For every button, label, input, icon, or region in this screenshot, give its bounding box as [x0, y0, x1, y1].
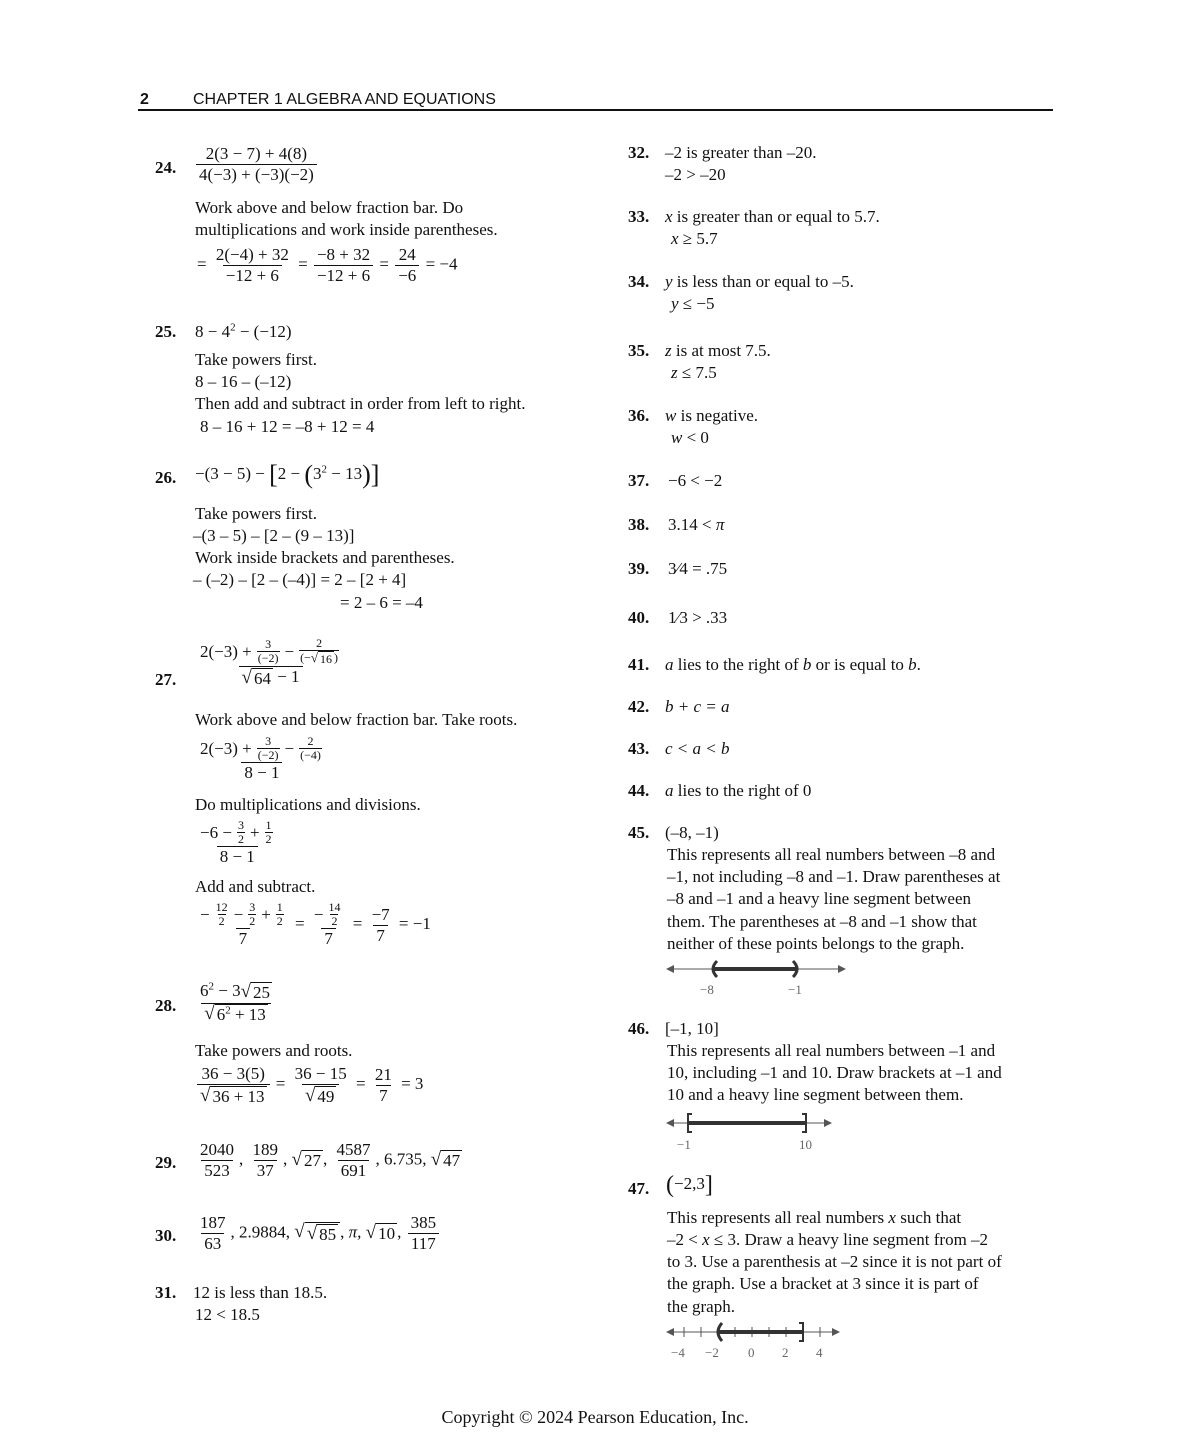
nl47-label-3: 0	[748, 1345, 755, 1360]
problem-45-number-line	[664, 958, 849, 1000]
problem-47-number: 47.	[628, 1179, 650, 1198]
problem-44-number: 44.	[628, 781, 650, 800]
problem-45-text-3: –8 and –1 and a heavy line segment between	[667, 889, 972, 908]
problem-33-text-1: x is greater than or equal to 5.7.	[665, 207, 880, 226]
problem-25-text-1: Take powers first.	[195, 350, 318, 369]
problem-35-text-2: z ≤ 7.5	[671, 363, 717, 382]
problem-39-text: 3⁄4 = .75	[668, 559, 728, 578]
problem-27-number: 27.	[155, 670, 177, 689]
problem-26-text-2: –(3 – 5) – [2 – (9 – 13)]	[193, 526, 355, 545]
problem-38-number: 38.	[628, 515, 650, 534]
nl45-label-left: −8	[700, 982, 714, 997]
problem-41-number: 41.	[628, 655, 650, 674]
problem-45-text-4: them. The parentheses at –8 and –1 show that	[667, 912, 977, 931]
fraction-numerator: 2(3 − 7) + 4(8)	[205, 144, 308, 163]
problem-37-number: 37.	[628, 471, 650, 490]
problem-40-number: 40.	[628, 608, 650, 627]
problem-35-text-1: z is at most 7.5.	[665, 341, 771, 360]
problem-27-text-3: Add and subtract.	[195, 877, 316, 896]
problem-42-text: b + c = a	[665, 697, 730, 716]
fraction-denominator: 4(−3) + (−3)(−2)	[196, 164, 317, 185]
problem-47-text-2: –2 < x ≤ 3. Draw a heavy line segment from –2	[667, 1230, 989, 1249]
problem-30-number: 30.	[155, 1226, 177, 1245]
problem-31-text-1: 12 is less than 18.5.	[193, 1283, 328, 1302]
nl47-label-2: −2	[705, 1345, 719, 1360]
problem-45-interval: (–8, –1)	[665, 823, 719, 842]
problem-25-expression: $8 - 4^2 - (-12)$	[195, 321, 292, 341]
problem-27-step-2: −6 − $\frac{3}{2}$ + $\frac{1}{2}$ 8 − 1	[200, 818, 272, 866]
problem-45-number: 45.	[628, 823, 650, 842]
problem-26-text-5: = 2 – 6 = –4	[340, 593, 423, 612]
problem-24-number: 24.	[155, 158, 177, 177]
problem-39-number: 39.	[628, 559, 650, 578]
problem-42-number: 42.	[628, 697, 650, 716]
problem-33-number: 33.	[628, 207, 650, 226]
nl47-label-4: 2	[782, 1345, 789, 1360]
problem-27-step-3: − $\frac{12}{2}$ − $\frac{3}{2}$ + $\frac{1}{2}$ 7 = − $\frac{14}{2}$ 7 = $\frac{-7}{7}$ = −1	[200, 900, 431, 948]
problem-47-number-line	[664, 1321, 844, 1363]
problem-24-text-2: multiplications and work inside parentheses.	[195, 220, 498, 239]
problem-47-text-4: the graph. Use a bracket at 3 since it is part of	[667, 1274, 979, 1293]
problem-45-text-2: –1, not including –8 and –1. Draw parentheses at	[667, 867, 1001, 886]
problem-47-text-3: to 3. Use a parenthesis at –2 since it is not part of	[667, 1252, 1002, 1271]
problem-29-number: 29.	[155, 1153, 177, 1172]
problem-27-expression: 2(−3) + $\frac{3}{(-2)}$ − 2 (− √ 16 ) √ 64 − 1	[200, 636, 339, 688]
problem-46-number: 46.	[628, 1019, 650, 1038]
problem-28-text-1: Take powers and roots.	[195, 1041, 353, 1060]
problem-31-number: 31.	[155, 1283, 177, 1302]
problem-28-expression: $6^2 - 3$ √ 25 √ $6^2 + 13$	[200, 980, 271, 1025]
problem-26-text-1: Take powers first.	[195, 504, 318, 523]
problem-44-text: a lies to the right of 0	[665, 781, 812, 800]
problem-28-number: 28.	[155, 996, 177, 1015]
problem-46-number-line	[664, 1111, 834, 1153]
problem-38-text: 3.14 < π	[668, 515, 725, 534]
copyright-footer: Copyright © 2024 Pearson Education, Inc.	[441, 1407, 749, 1427]
problem-45-text-5: neither of these points belongs to the graph.	[667, 934, 965, 953]
problem-30-expression: $\frac{187}{63}$ , 2.9884, √ √ 85 , π, √ 10 , $\frac{385}{117}$	[195, 1213, 441, 1254]
problem-47-interval: (−2,3]	[666, 1172, 713, 1199]
nl47-label-5: 4	[816, 1345, 823, 1360]
problem-29-expression: $\frac{2040}{523}$ , $\frac{189}{37}$ , √ 27 , $\frac{4587}{691}$ , 6.735, √ 47	[200, 1140, 461, 1180]
problem-46-text-2: 10, including –1 and 10. Draw brackets at –1 and	[667, 1063, 1002, 1082]
problem-24-steps: = $\frac{2(-4) + 32}{-12 + 6}$ = $\frac{-8 + 32}{-12 + 6}$ = $\frac{24}{-6}$ = −4	[197, 245, 458, 285]
problem-28-steps: 36 − 3(5) √ 36 + 13 = 36 − 15 √ 49 = $\frac{21}{7}$ = 3	[195, 1064, 423, 1107]
problem-25-number: 25.	[155, 322, 177, 341]
problem-46-text-3: 10 and a heavy line segment between them.	[667, 1085, 964, 1104]
problem-26-text-3: Work inside brackets and parentheses.	[195, 548, 455, 567]
problem-47-text-5: the graph.	[667, 1297, 735, 1316]
problem-46-interval: [–1, 10]	[665, 1019, 719, 1038]
problem-25-text-2: 8 – 16 – (–12)	[195, 372, 292, 391]
problem-36-text-2: w < 0	[671, 428, 709, 447]
problem-24-expression	[194, 144, 319, 185]
problem-26-number: 26.	[155, 468, 177, 487]
problem-32-text-1: –2 is greater than –20.	[665, 143, 817, 162]
nl47-label-1: −4	[671, 1345, 685, 1360]
problem-43-number: 43.	[628, 739, 650, 758]
problem-26-text-4: – (–2) – [2 – (–4)] = 2 – [2 + 4]	[193, 570, 407, 589]
problem-45-text-1: This represents all real numbers between –8 and	[667, 845, 996, 864]
problem-37-text: −6 < −2	[668, 471, 723, 490]
problem-34-text-1: y is less than or equal to –5.	[665, 272, 854, 291]
problem-43-text: c < a < b	[665, 739, 730, 758]
problem-25-text-4: 8 – 16 + 12 = –8 + 12 = 4	[200, 417, 375, 436]
chapter-title: CHAPTER 1 ALGEBRA AND EQUATIONS	[193, 91, 496, 108]
problem-36-text-1: w is negative.	[665, 406, 759, 425]
problem-32-text-2: –2 > –20	[665, 165, 726, 184]
problem-31-text-2: 12 < 18.5	[195, 1305, 260, 1324]
nl46-label-left: −1	[677, 1137, 691, 1152]
problem-35-number: 35.	[628, 341, 650, 360]
page-header	[138, 88, 1053, 111]
problem-33-text-2: x ≥ 5.7	[671, 229, 718, 248]
page-number: 2	[140, 91, 149, 108]
problem-40-text: 1⁄3 > .33	[668, 608, 728, 627]
nl46-label-right: 10	[799, 1137, 812, 1152]
problem-36-number: 36.	[628, 406, 650, 425]
nl45-label-right: −1	[788, 982, 802, 997]
problem-27-text-2: Do multiplications and divisions.	[195, 795, 421, 814]
problem-26-expression: $-(3 - 5) - [2 - (3^2 - 13)]$	[195, 460, 380, 490]
problem-27-step-1: 2(−3) + $\frac{3}{(-2)}$ − $\frac{2}{(-4)}$ 8 − 1	[200, 734, 321, 782]
problem-32-number: 32.	[628, 143, 650, 162]
problem-34-number: 34.	[628, 272, 650, 291]
problem-47-text-1: This represents all real numbers x such that	[667, 1208, 962, 1227]
problem-24-text-1: Work above and below fraction bar. Do	[195, 198, 464, 217]
problem-25-text-3: Then add and subtract in order from left to right.	[195, 394, 526, 413]
problem-41-text: a lies to the right of b or is equal to b.	[665, 655, 921, 674]
problem-27-text-1: Work above and below fraction bar. Take roots.	[195, 710, 518, 729]
problem-34-text-2: y ≤ −5	[671, 294, 715, 313]
problem-46-text-1: This represents all real numbers between –1 and	[667, 1041, 996, 1060]
